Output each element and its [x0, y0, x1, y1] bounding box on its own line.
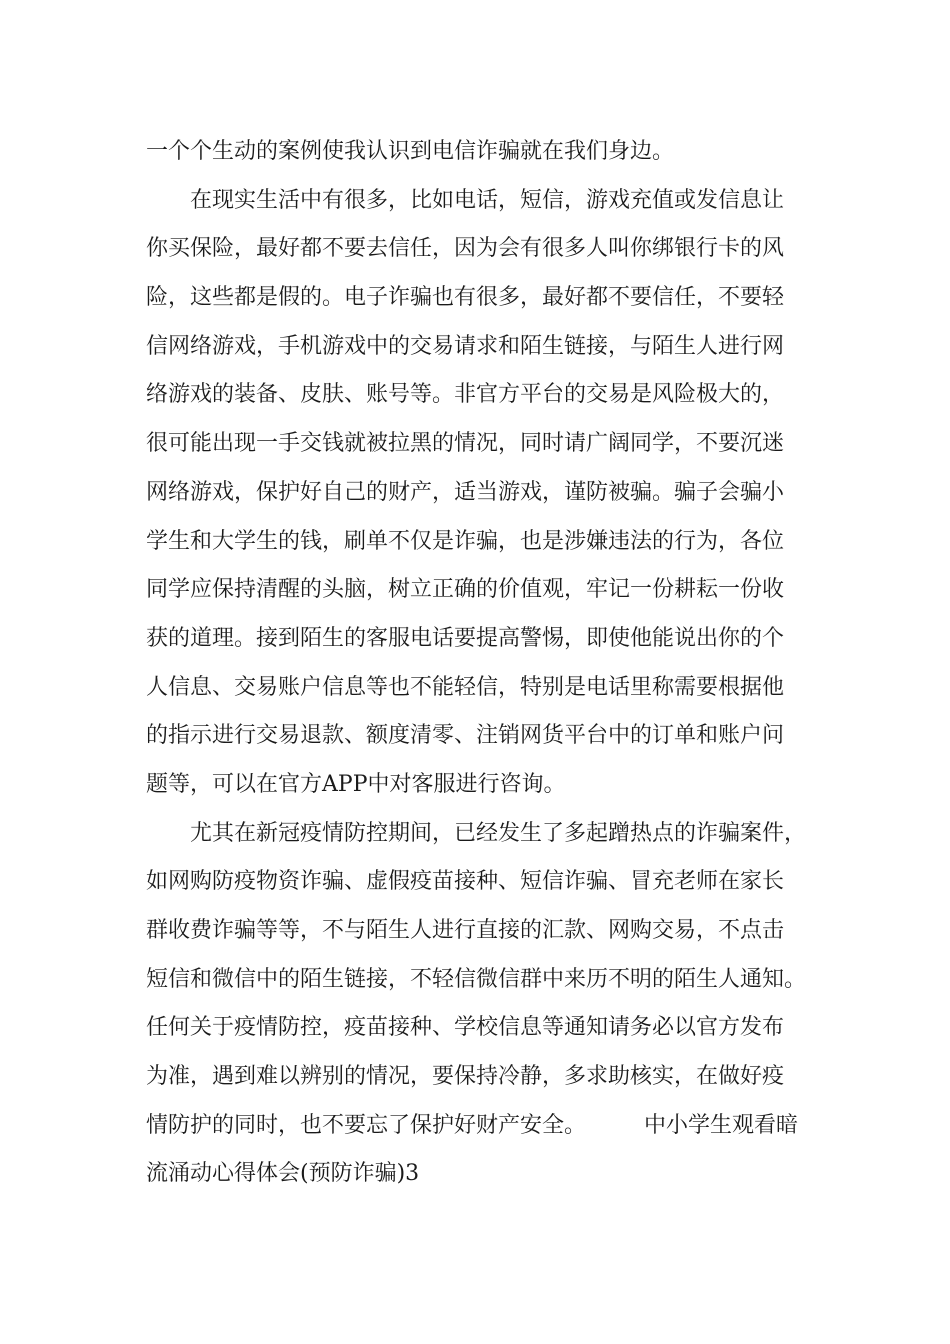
paragraph-line: 任何关于疫情防控，疫苗接种、学校信息等通知请务必以官方发布 [146, 1015, 785, 1041]
paragraph-line: 在现实生活中有很多，比如电话，短信，游戏充值或发信息让 [190, 187, 785, 213]
paragraph-line: 网络游戏，保护好自己的财产，适当游戏，谨防被骗。骗子会骗小 [146, 479, 785, 505]
paragraph-line: 短信和微信中的陌生链接，不轻信微信群中来历不明的陌生人通知。 [146, 966, 807, 992]
paragraph-line: 群收费诈骗等等，不与陌生人进行直接的汇款、网购交易，不点击 [146, 918, 785, 943]
next-section-title-continued: 流涌动心得体会(预防诈骗)3 [146, 1161, 420, 1187]
paragraph-line: 为准，遇到难以辨别的情况，要保持冷静，多求助核实，在做好疫 [146, 1064, 785, 1090]
paragraph-line: 信网络游戏，手机游戏中的交易请求和陌生链接，与陌生人进行网 [146, 333, 785, 359]
next-section-title: 中小学生观看暗 [644, 1112, 799, 1138]
document-body [146, 128, 826, 1199]
paragraph-line: 题等，可以在官方APP中对客服进行咨询。 [146, 771, 566, 797]
paragraph-line: 如网购防疫物资诈骗、虚假疫苗接种、短信诈骗、冒充老师在家长 [146, 869, 785, 895]
paragraph-line: 人信息、交易账户信息等也不能轻信，特别是电话里称需要根据他 [146, 674, 785, 700]
paragraph-line [146, 1102, 826, 1151]
paragraph-line: 同学应保持清醒的头脑，树立正确的价值观，牢记一份耕耘一份收 [146, 577, 785, 603]
paragraph-line: 险，这些都是假的。电子诈骗也有很多，最好都不要信任，不要轻 [146, 285, 785, 311]
paragraph-line: 获的道理。接到陌生的客服电话要提高警惕，即使他能说出你的个 [146, 625, 785, 651]
paragraph-line: 络游戏的装备、皮肤、账号等。非官方平台的交易是风险极大的， [146, 382, 785, 408]
last-line-text: 情防护的同时，也不要忘了保护好财产安全。 [146, 1112, 587, 1138]
paragraph-line: 尤其在新冠疫情防控期间，已经发生了多起蹭热点的诈骗案件， [190, 820, 807, 846]
paragraph-line: 的指示进行交易退款、额度清零、注销网货平台中的订单和账户问 [146, 723, 785, 749]
paragraph-line: 一个个生动的案例使我认识到电信诈骗就在我们身边。 [146, 139, 675, 164]
paragraph-line: 很可能出现一手交钱就被拉黑的情况，同时请广阔同学，不要沉迷 [146, 431, 785, 457]
paragraph-line: 你买保险，最好都不要去信任，因为会有很多人叫你绑银行卡的风 [146, 236, 785, 262]
paragraph-line: 学生和大学生的钱，刷单不仅是诈骗，也是涉嫌违法的行为，各位 [146, 528, 785, 554]
